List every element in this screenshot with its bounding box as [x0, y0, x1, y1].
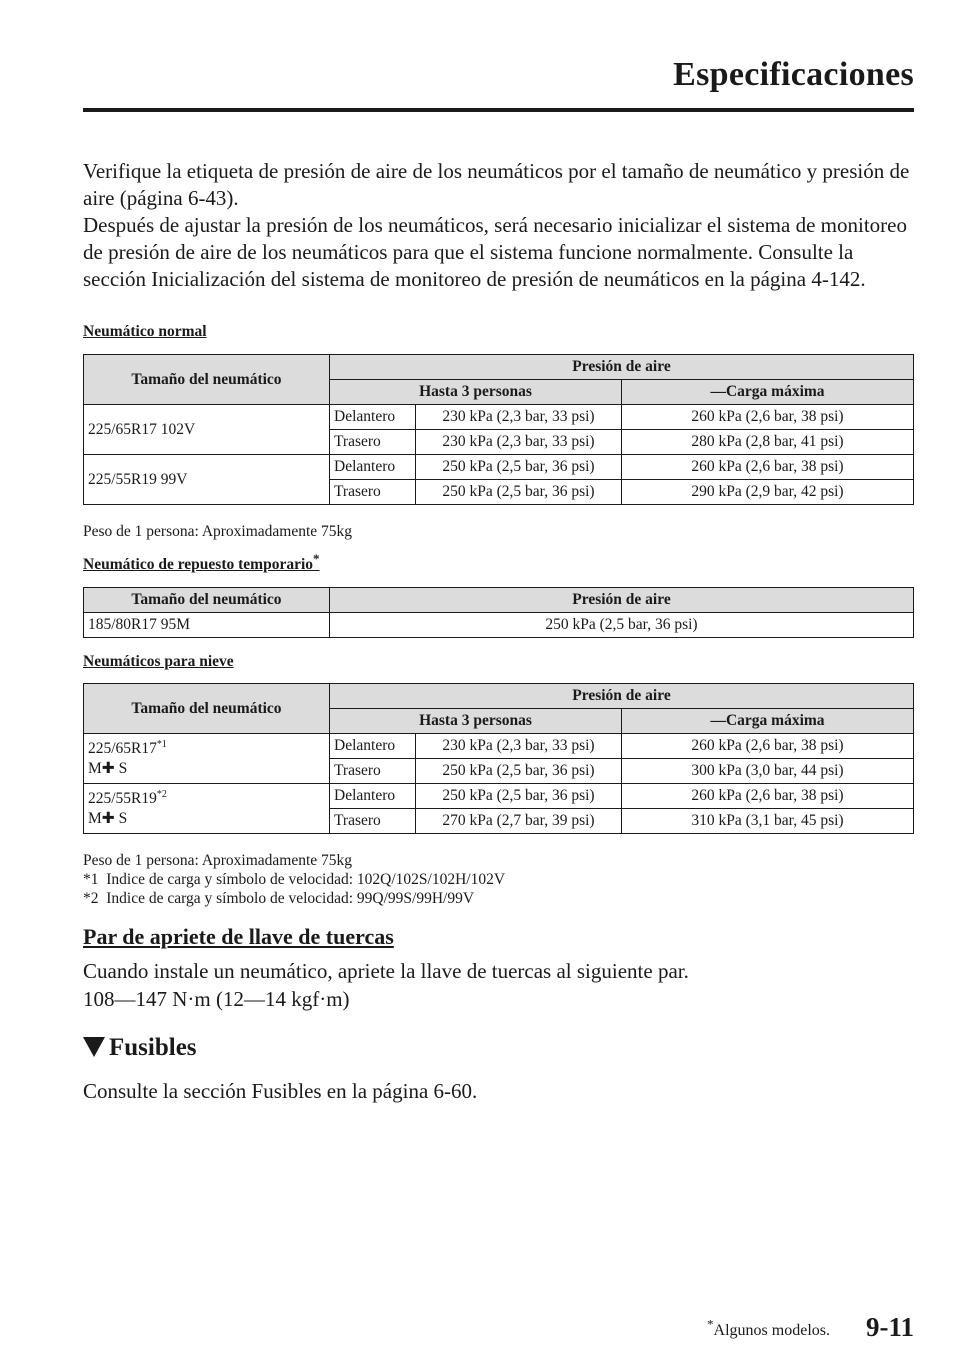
pressure-value: 250 kPa (2,5 bar, 36 psi) [416, 455, 622, 480]
table-row [84, 405, 914, 430]
pressure-value: 270 kPa (2,7 bar, 39 psi) [416, 809, 622, 834]
triangle-down-icon [83, 1037, 105, 1057]
tire-size: 225/65R17 102V [84, 405, 330, 455]
footer-note [707, 1316, 830, 1340]
pressure-value: 250 kPa (2,5 bar, 36 psi) [330, 613, 914, 638]
torque-line-2: 108―147 N·m (12―14 kgf·m) [83, 987, 350, 1011]
torque-text [83, 957, 689, 1013]
intro-paragraph-2: Después de ajustar la presión de los neumáticos, será necesario inicializar el sistema de monitoreo de presión de aire de los neumáticos para que el sistema funcione normalmente. Consulte la sección Inicialización del sistema de monitoreo de presión de neumáticos en la página 4-142. [83, 213, 907, 291]
position-label: Trasero [330, 430, 416, 455]
spare-tire-table [83, 587, 914, 638]
table-row [84, 734, 914, 759]
col-size-header: Tamaño del neumático [84, 588, 330, 613]
asterisk-icon: * [313, 550, 320, 566]
note-line: Peso de 1 persona: Aproximadamente 75kg [83, 523, 353, 540]
table-row [84, 455, 914, 480]
tire-size: 225/55R19 99V [84, 455, 330, 505]
header-rule [83, 108, 914, 112]
torque-line-1: Cuando instale un neumático, apriete la llave de tuercas al siguiente par. [83, 959, 689, 983]
spare-tire-heading [83, 550, 320, 574]
mud-snow-symbol: M✚ S [88, 809, 128, 827]
col-size-header: Tamaño del neumático [84, 684, 330, 734]
snow-tire-table [83, 683, 914, 834]
spare-tire-title: Neumático de repuesto temporario [83, 556, 314, 573]
fuses-title: Fusibles [109, 1034, 197, 1061]
pressure-value: 250 kPa (2,5 bar, 36 psi) [416, 759, 622, 784]
mud-snow-symbol: M✚ S [88, 759, 128, 777]
pressure-value: 260 kPa (2,6 bar, 38 psi) [622, 405, 914, 430]
col-size-header: Tamaño del neumático [84, 355, 330, 405]
pressure-value: 300 kPa (3,0 bar, 44 psi) [622, 759, 914, 784]
tire-size: 225/55R19 [88, 789, 157, 807]
normal-table-note [83, 522, 352, 541]
normal-tire-table [83, 354, 914, 505]
tire-size-cell [84, 734, 330, 784]
torque-heading: Par de apriete de llave de tuercas [83, 924, 394, 949]
table-row [84, 784, 914, 809]
fuses-heading [83, 1034, 197, 1062]
position-label: Delantero [330, 784, 416, 809]
col-pressure-header: Presión de aire [330, 684, 914, 709]
snow-tire-heading: Neumáticos para nieve [83, 653, 234, 670]
pressure-value: 230 kPa (2,3 bar, 33 psi) [416, 430, 622, 455]
asterisk-icon: * [707, 1316, 714, 1332]
position-label: Delantero [330, 405, 416, 430]
section-title: Especificaciones [673, 56, 914, 93]
intro-text [83, 158, 913, 293]
position-label: Trasero [330, 809, 416, 834]
position-label: Delantero [330, 455, 416, 480]
pressure-value: 260 kPa (2,6 bar, 38 psi) [622, 455, 914, 480]
pressure-value: 290 kPa (2,9 bar, 42 psi) [622, 480, 914, 505]
position-label: Delantero [330, 734, 416, 759]
table-row [84, 613, 914, 638]
tire-size: 225/65R17 [88, 739, 157, 757]
position-label: Trasero [330, 759, 416, 784]
pressure-value: 250 kPa (2,5 bar, 36 psi) [416, 784, 622, 809]
footer-note-text: Algunos modelos. [713, 1322, 830, 1339]
pressure-value: 280 kPa (2,8 bar, 41 psi) [622, 430, 914, 455]
note-line: Peso de 1 persona: Aproximadamente 75kg [83, 852, 353, 869]
fuses-text: Consulte la sección Fusibles en la página 6-60. [83, 1079, 478, 1103]
pressure-value: 230 kPa (2,3 bar, 33 psi) [416, 734, 622, 759]
footnote-marker: *1 [156, 738, 167, 750]
intro-paragraph-1: Verifique la etiqueta de presión de aire de los neumáticos por el tamaño de neumático y presión de aire (página 6-43). [83, 159, 910, 210]
tire-size-cell [84, 784, 330, 834]
pressure-value: 260 kPa (2,6 bar, 38 psi) [622, 734, 914, 759]
tire-size: 185/80R17 95M [84, 613, 330, 638]
page-number: 9-11 [865, 1312, 914, 1342]
pressure-value: 310 kPa (3,1 bar, 45 psi) [622, 809, 914, 834]
normal-tire-heading: Neumático normal [83, 323, 207, 340]
col-up-to-3-header: Hasta 3 personas [330, 380, 622, 405]
footnote-2: *2 Indice de carga y símbolo de velocidad: 99Q/99S/99H/99V [83, 890, 475, 907]
col-up-to-3-header: Hasta 3 personas [330, 709, 622, 734]
page-header [0, 0, 960, 120]
footnote-1: *1 Indice de carga y símbolo de velocidad: 102Q/102S/102H/102V [83, 871, 506, 888]
col-pressure-header: Presión de aire [330, 355, 914, 380]
position-label: Trasero [330, 480, 416, 505]
pressure-value: 230 kPa (2,3 bar, 33 psi) [416, 405, 622, 430]
snow-table-notes [83, 851, 505, 908]
footnote-marker: *2 [156, 788, 167, 800]
col-max-load-header: ―Carga máxima [622, 380, 914, 405]
pressure-value: 250 kPa (2,5 bar, 36 psi) [416, 480, 622, 505]
col-pressure-header: Presión de aire [330, 588, 914, 613]
pressure-value: 260 kPa (2,6 bar, 38 psi) [622, 784, 914, 809]
col-max-load-header: ―Carga máxima [622, 709, 914, 734]
